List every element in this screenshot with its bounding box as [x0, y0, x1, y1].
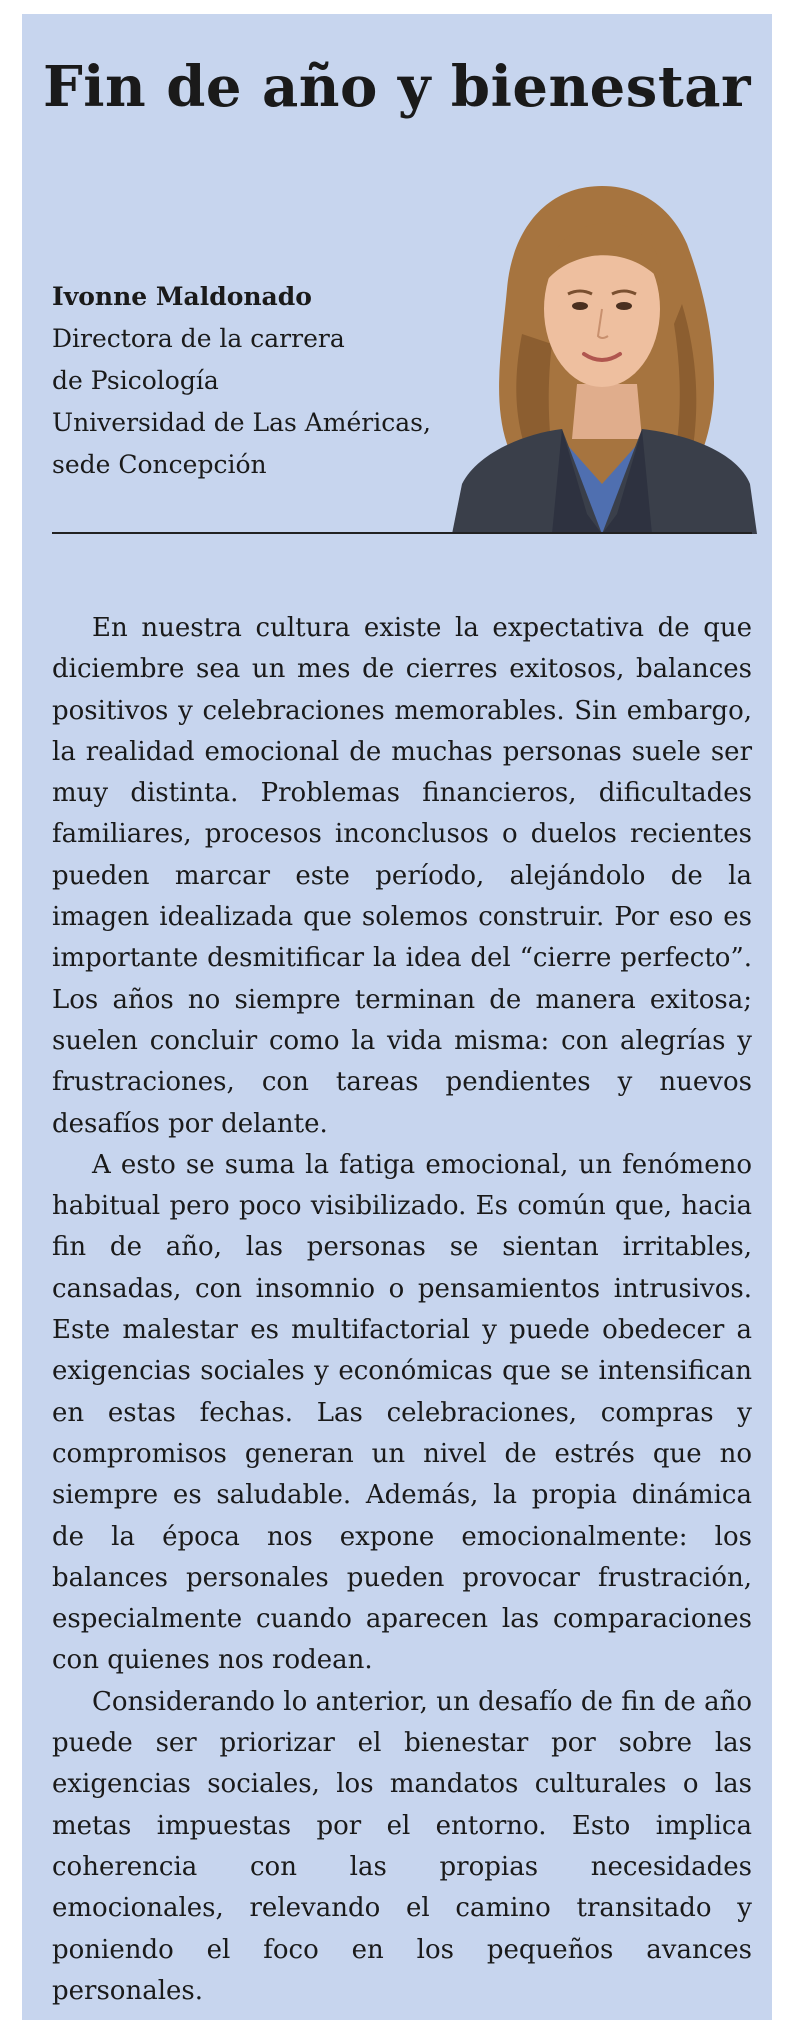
- author-role-line: Directora de la carrera: [52, 324, 345, 353]
- article-paragraph: En nuestra cultura existe la expectativa de que diciembre sea un mes de cierres exitosos, balances positivos y celebraciones memorables. Sin embargo, la realidad emocional de muchas personas suele ser muy distinta. Problemas financieros, dificultades familiares, procesos inconclusos o duelos recientes pueden marcar este período, alejándolo de la imagen idealizada que solemos construir. Por eso es importante desmitificar la idea del “cierre perfecto”. Los años no siempre terminan de manera exitosa; suelen concluir como la vida misma: con alegrías y frustraciones, con tareas pendientes y nuevos desafíos por delante.: [52, 613, 752, 1139]
- article-paragraph: A esto se suma la fatiga emocional, un fenómeno habitual pero poco visibilizado. Es común que, hacia fin de año, las personas se sientan irritables, cansadas, con insomnio o pensamientos intrusivos. Este malestar es multifactorial y puede obedecer a exigencias sociales y económicas que se intensifican en estas fechas. Las celebraciones, compras y compromisos generan un nivel de estrés que no siempre es saludable. Además, la propia dinámica de la época nos expone emocionalmente: los balances personales pueden provocar frustración, especialmente cuando aparecen las comparaciones con quienes nos rodean.: [52, 1149, 752, 1676]
- byline-divider: [52, 532, 752, 534]
- author-role-line: de Psicología: [52, 366, 219, 395]
- author-name: Ivonne Maldonado: [52, 282, 312, 311]
- author-byline: [52, 276, 452, 486]
- article-title: Fin de año y bienestar: [43, 54, 751, 120]
- author-affiliation-line: sede Concepción: [52, 450, 267, 479]
- article-panel: [22, 14, 772, 2020]
- article-paragraph: Considerando lo anterior, un desafío de fin de año puede ser priorizar el bienestar por sobre las exigencias sociales, los mandatos culturales o las metas impuestas por el entorno. Esto implica coherencia con las propias necesidades emocionales, relevando el camino transitado y poniendo el foco en los pequeños avances personales.: [52, 1686, 752, 2006]
- author-portrait-icon: [452, 184, 757, 534]
- author-portrait-photo: [452, 184, 757, 534]
- author-affiliation-line: Universidad de Las Américas,: [52, 408, 431, 437]
- article-body: [52, 608, 752, 2012]
